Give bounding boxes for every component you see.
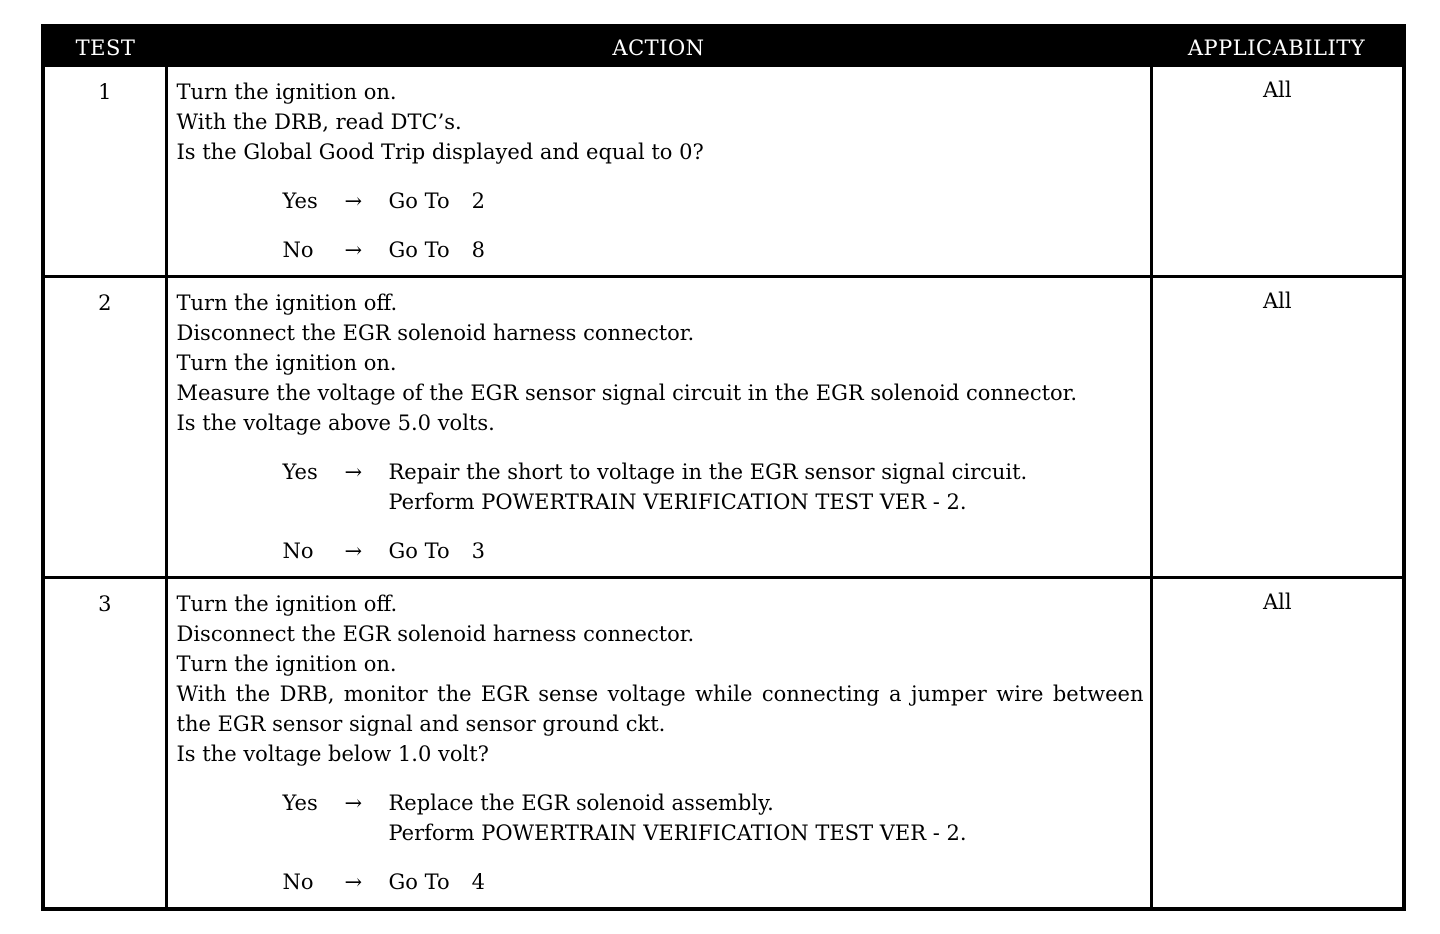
outcome-yes	[283, 788, 1144, 848]
goto-number: 3	[471, 538, 485, 563]
outcome-yes	[283, 186, 1144, 216]
answer-label: Yes	[282, 459, 318, 484]
outcome-no	[283, 235, 1144, 265]
goto-label: Go To	[388, 869, 450, 894]
result-line: Replace the EGR solenoid assembly.	[388, 790, 774, 815]
test-number: 1	[98, 80, 112, 104]
right-arrow-icon: →	[344, 869, 363, 894]
test-number: 3	[45, 577, 166, 907]
action-step: Is the voltage below 1.0 volt?	[176, 741, 489, 766]
outcome-yes	[283, 457, 1144, 517]
test-number: 2	[45, 276, 166, 577]
action-step: Turn the ignition on.	[176, 350, 397, 375]
diagnostic-test-table	[41, 24, 1406, 911]
action-step: Turn the ignition on.	[176, 651, 397, 676]
action-step: Turn the ignition on.	[176, 80, 397, 104]
action-step: With the DRB, monitor the EGR sense voltage while connecting a jumper wire between the EGR sensor signal and sensor ground ckt.	[176, 681, 1144, 736]
action-cell	[166, 67, 1151, 276]
right-arrow-icon: →	[344, 459, 363, 484]
header-action: ACTION	[166, 28, 1151, 67]
right-arrow-icon: →	[344, 790, 363, 815]
applicability-value: All	[1262, 78, 1292, 102]
action-step: With the DRB, read DTC’s.	[176, 110, 462, 134]
applicability-value: All	[1151, 577, 1402, 907]
action-step: Disconnect the EGR solenoid harness connector.	[176, 320, 695, 345]
goto-number: 8	[471, 238, 485, 262]
outcome-result	[389, 457, 1028, 517]
action-step: Turn the ignition off.	[176, 290, 398, 315]
goto-number: 4	[471, 869, 485, 894]
right-arrow-icon: →	[344, 238, 363, 262]
answer-label: No	[282, 238, 314, 262]
table-header-row	[45, 28, 1402, 67]
answer-label: Yes	[282, 189, 318, 213]
action-step: Measure the voltage of the EGR sensor signal circuit in the EGR solenoid connector.	[176, 380, 1078, 405]
table-row	[45, 276, 1402, 577]
goto-label: Go To	[388, 538, 450, 563]
test-table	[45, 28, 1402, 907]
applicability-value: All	[1151, 276, 1402, 577]
outcome-result	[389, 186, 486, 216]
outcome-no	[283, 536, 1144, 566]
goto-label: Go To	[388, 238, 450, 262]
result-line: Repair the short to voltage in the EGR sensor signal circuit.	[388, 459, 1028, 484]
outcome-result	[389, 788, 967, 848]
action-step: Is the Global Good Trip displayed and equal to 0?	[176, 140, 704, 164]
table-row	[45, 67, 1402, 276]
outcome-result	[389, 235, 486, 265]
outcome-result	[389, 867, 486, 897]
goto-label: Go To	[388, 189, 450, 213]
header-applicability: APPLICABILITY	[1151, 28, 1402, 67]
action-cell	[166, 577, 1151, 907]
outcome-result	[389, 536, 486, 566]
result-line: Perform POWERTRAIN VERIFICATION TEST VER - 2.	[388, 820, 967, 845]
header-test: TEST	[45, 28, 166, 67]
right-arrow-icon: →	[344, 538, 363, 563]
goto-number: 2	[471, 189, 485, 213]
action-step: Disconnect the EGR solenoid harness connector.	[176, 621, 695, 646]
result-line: Perform POWERTRAIN VERIFICATION TEST VER - 2.	[388, 489, 967, 514]
table-row	[45, 577, 1402, 907]
action-step: Turn the ignition off.	[176, 591, 398, 616]
action-cell	[166, 276, 1151, 577]
outcome-no	[283, 867, 1144, 897]
answer-label: No	[282, 869, 314, 894]
action-step: Is the voltage above 5.0 volts.	[176, 410, 495, 435]
answer-label: Yes	[282, 790, 318, 815]
answer-label: No	[282, 538, 314, 563]
right-arrow-icon: →	[344, 189, 363, 213]
